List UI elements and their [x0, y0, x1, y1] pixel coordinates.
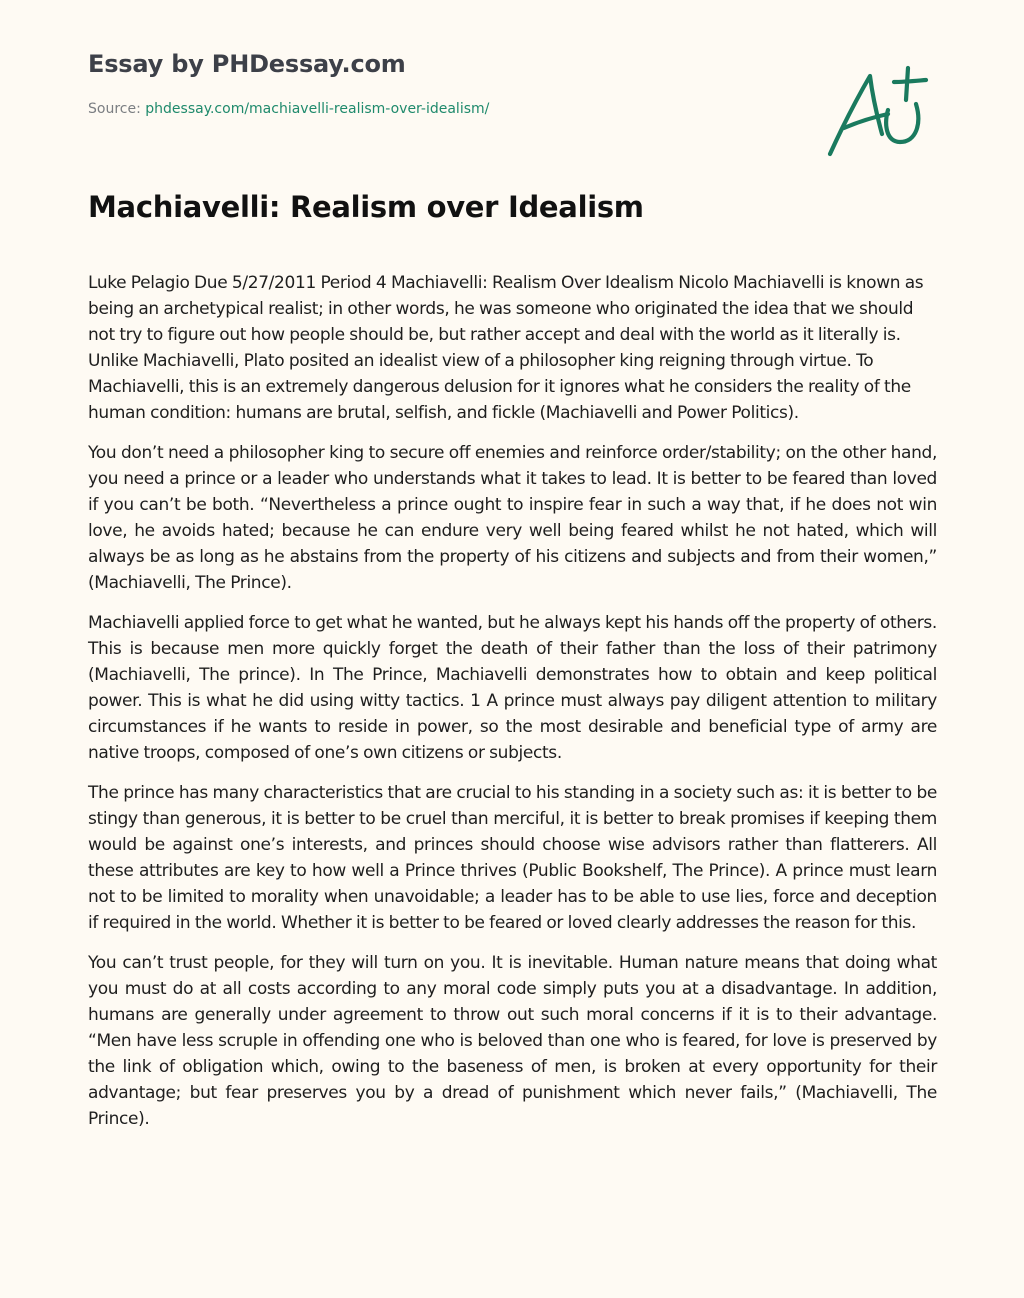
essay-paragraph: You don’t need a philosopher king to secure off enemies and reinforce order/stability; on the other hand, you need a prince or a leader who understands what it takes to lead. It is better to be feared than loved if you can’t be both. “Nevertheless a prince ought to inspire fear in such a way that, if he does not win love, he avoids hated; because he can endure very well being feared whilst he not hated, which will always be as long as he abstains from the property of his citizens and subjects and from their women,” (Machiavelli, The Prince). — [88, 443, 937, 593]
essay-title: Machiavelli: Realism over Idealism — [88, 190, 644, 224]
essay-paragraph: You can’t trust people, for they will turn on you. It is inevitable. Human nature means that doing what you must do at all costs according to any moral code simply puts you at a disadvantage. In addition, humans are generally under agreement to throw out such moral concerns if it is to their advantage. “Men have less scruple in offending one who is beloved than one who is feared, for love is preserved by the link of obligation which, owing to the baseness of men, is broken at every opportunity for their advantage; but fear preserves you by a dread of punishment which never fails,” (Machiavelli, The Prince). — [88, 953, 937, 1129]
source-label: Source: — [88, 101, 146, 117]
essay-paragraph: The prince has many characteristics that are crucial to his standing in a society such as: it is better to be stingy than generous, it is better to be cruel than merciful, it is better to break promises if keeping them would be against one’s interests, and princes should choose wise advisors rather than flatterers. All these attributes are key to how well a Prince thrives (Public Bookshelf, The Prince). A prince must learn not to be limited to morality when unavoidable; a leader has to be able to use lies, force and deception if required in the world. Whether it is better to be feared or loved clearly addresses the reason for this. — [88, 783, 937, 933]
essay-paragraph: Machiavelli applied force to get what he wanted, but he always kept his hands off the property of others. This is because men more quickly forget the death of their father than the loss of their patrimony (Machiavelli, The prince). In The Prince, Machiavelli demonstrates how to obtain and keep political power. This is what he did using witty tactics. 1 A prince must always pay diligent attention to military circumstances if he wants to reside in power, so the most desirable and beneficial type of army are native troops, composed of one’s own citizens or subjects. — [88, 613, 937, 763]
essay-paragraph: Luke Pelagio Due 5/27/2011 Period 4 Machiavelli: Realism Over Idealism Nicolo Machiavelli is known as being an archetypical realist; in other words, he was someone who originated the idea that we should not try to figure out how people should be, but rather accept and deal with the world as it literally is. Unlike Machiavelli, Plato posited an idealist view of a philosopher king reigning through virtue. To Machiavelli, this is an extremely dangerous delusion for it ignores what he considers the reality of the human condition: humans are brutal, selfish, and fickle (Machiavelli and Power Politics). — [88, 273, 924, 423]
a-plus-grade-icon — [822, 62, 932, 162]
source-line — [88, 101, 489, 117]
source-link[interactable]: phdessay.com/machiavelli-realism-over-idealism/ — [145, 101, 490, 117]
brand-title: Essay by PHDessay.com — [88, 50, 406, 78]
essay-body — [88, 270, 937, 1146]
